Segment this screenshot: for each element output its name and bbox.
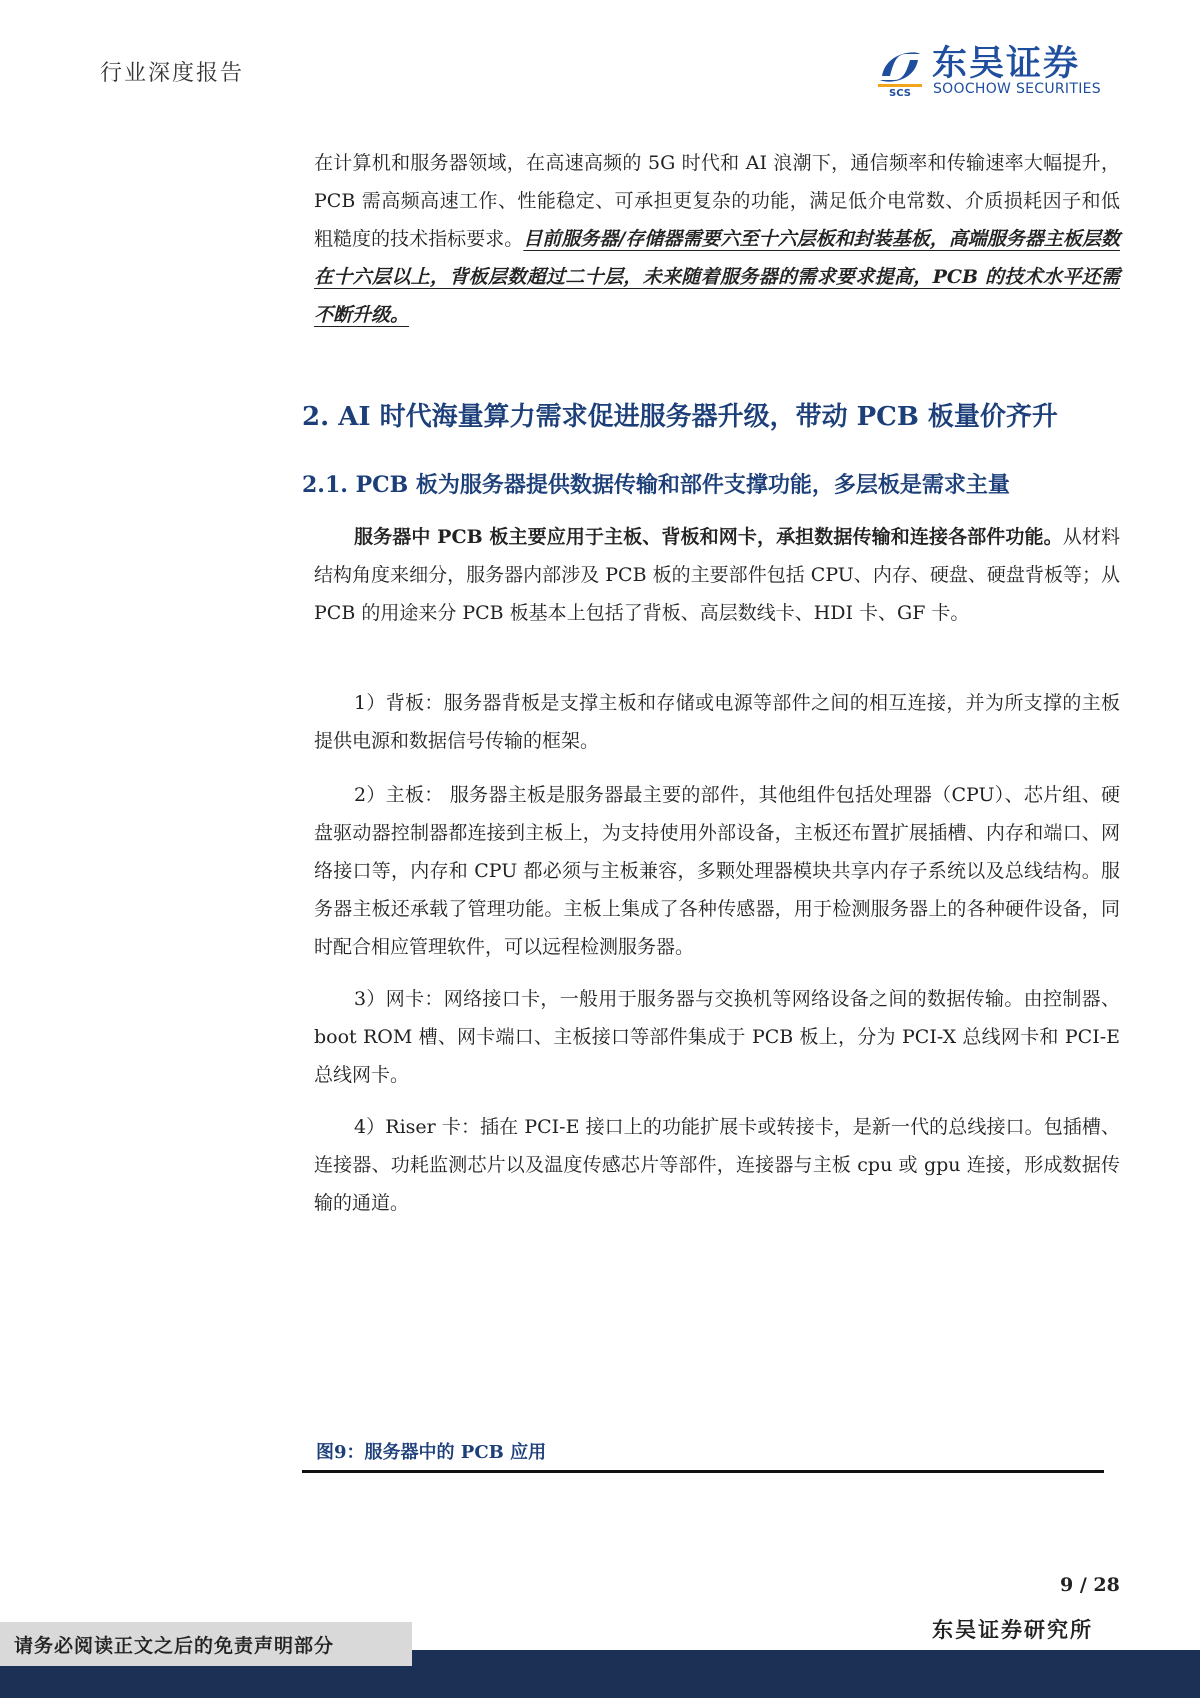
intro-emphasis: 目前服务器/存储器需要六至十六层板和封装基板，高端服务器主板层数在十六层以上，背板层数超过二十层，未来随着服务器的需求要求提高，PCB 的技术水平还需不断升级。 — [314, 228, 1120, 326]
lead-bold: 服务器中 PCB 板主要应用于主板、背板和网卡，承担数据传输和连接各部件功能。 — [354, 526, 1063, 548]
logo-mark-text: SCS — [889, 88, 911, 96]
intro-paragraph — [314, 144, 1120, 334]
intro-text: 在计算机和服务器领域，在高速高频的 5G 时代和 AI 浪潮下，通信频率和传输速率大幅提升，PCB 需高频高速工作、性能稳定、可承担更复杂的功能，满足低介电常数、介质损耗因子和低粗糙度的技术指标要求。 — [314, 152, 1120, 250]
item-nic: 3）网卡：网络接口卡，一般用于服务器与交换机等网络设备之间的数据传输。由控制器、boot ROM 槽、网卡端口、主板接口等部件集成于 PCB 板上，分为 PCI-X 总线网卡和 PCI-E 总线网卡。 — [314, 988, 1120, 1086]
figure-caption: 图9：服务器中的 PCB 应用 — [316, 1442, 547, 1463]
figure-divider — [302, 1470, 1104, 1473]
section-2-heading: 2. AI 时代海量算力需求促进服务器升级，带动 PCB 板量价齐升 — [302, 402, 1058, 432]
item-riser: 4）Riser 卡：插在 PCI-E 接口上的功能扩展卡或转接卡，是新一代的总线接口。包插槽、连接器、功耗监测芯片以及温度传感芯片等部件，连接器与主板 cpu 或 gpu 连接，形成数据传输的通道。 — [314, 1116, 1120, 1214]
lead-rest: 从材料结构角度来细分，服务器内部涉及 PCB 板的主要部件包括 CPU、内存、硬盘、硬盘背板等；从 PCB 的用途来分 PCB 板基本上包括了背板、高层数线卡、HDI 卡、GF 卡。 — [314, 526, 1120, 624]
disclaimer-box — [0, 1622, 412, 1666]
disclaimer-text: 请务必阅读正文之后的免责声明部分 — [14, 1635, 335, 1657]
report-type-label: 行业深度报告 — [100, 61, 245, 86]
item-motherboard: 2）主板： 服务器主板是服务器最主要的部件，其他组件包括处理器（CPU）、芯片组、硬盘驱动器控制器都连接到主板上，为支持使用外部设备，主板还布置扩展插槽、内存和端口、网络接口等，内存和 CPU 都必须与主板兼容，多颗处理器模块共享内存子系统以及总线结构。服务器主板还承载了管理功能。主板上集成了各种传感器，用于检测服务器上的各种硬件设备，同时配合相应管理软件，可以远程检测服务器。 — [314, 784, 1120, 958]
section-2-1-heading: 2.1. PCB 板为服务器提供数据传输和部件支撑功能，多层板是需求主量 — [302, 472, 1010, 498]
brand-logo — [876, 44, 1116, 100]
item-backplane: 1）背板：服务器背板是支撑主板和存储或电源等部件之间的相互连接，并为所支撑的主板提供电源和数据信号传输的框架。 — [314, 692, 1120, 752]
logo-name-en: SOOCHOW SECURITIES — [933, 81, 1101, 97]
footer-institute: 东吴证券研究所 — [932, 1617, 1093, 1642]
lead-paragraph — [314, 518, 1120, 632]
logo-name-cn: 东吴证券 — [932, 44, 1081, 84]
scs-logo-icon — [876, 46, 924, 96]
page-number: 9 / 28 — [1060, 1574, 1120, 1596]
